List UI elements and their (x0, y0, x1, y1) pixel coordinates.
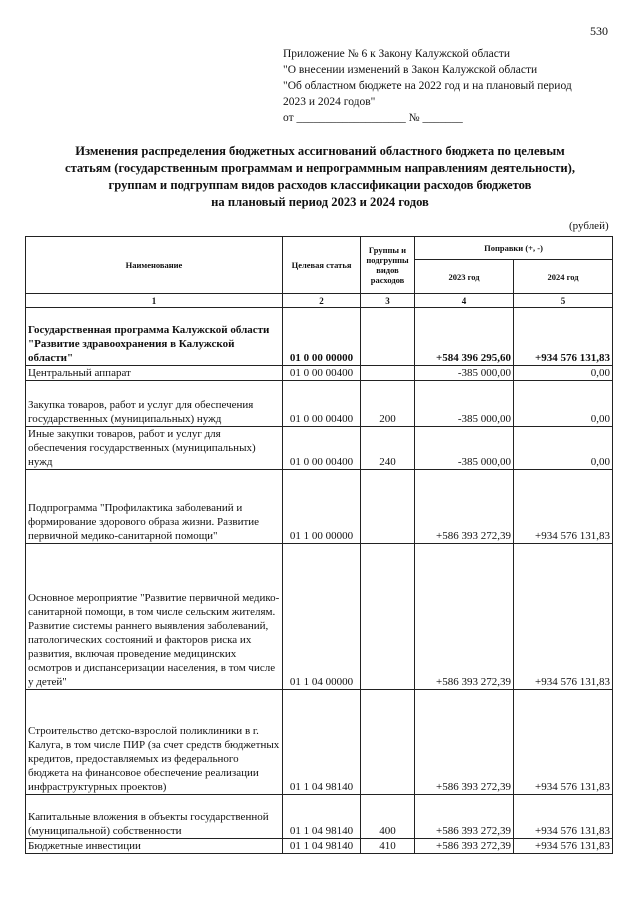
row-group: 200 (361, 381, 415, 427)
column-number: 5 (514, 294, 613, 308)
row-target: 01 0 00 00400 (283, 427, 361, 470)
column-number: 4 (415, 294, 514, 308)
row-2023: +586 393 272,39 (415, 690, 514, 795)
page-number: 530 (590, 24, 608, 38)
row-2024: +934 576 131,83 (514, 839, 613, 854)
row-2024: 0,00 (514, 427, 613, 470)
table-row (26, 544, 613, 690)
appendix-line: Приложение № 6 к Закону Калужской области (283, 48, 511, 60)
title-line: группам и подгруппам видов расходов классификации расходов бюджетов (108, 178, 532, 192)
budget-table (25, 236, 613, 854)
row-target: 01 1 04 98140 (283, 839, 361, 854)
row-2024: 0,00 (514, 366, 613, 381)
row-2023: -385 000,00 (415, 366, 514, 381)
row-name: Подпрограмма "Профилактика заболеваний и формирование здорового образа жизни. Развитие первичной медико-санитарной помощи" (26, 470, 283, 544)
row-2023: +586 393 272,39 (415, 795, 514, 839)
row-name: Центральный аппарат (26, 366, 283, 381)
row-target: 01 0 00 00000 (283, 308, 361, 366)
column-number: 1 (26, 294, 283, 308)
table-row (26, 839, 613, 854)
row-target: 01 1 04 98140 (283, 795, 361, 839)
appendix-line: "О внесении изменений в Закон Калужской области (283, 64, 538, 76)
header-year-2023: 2023 год (415, 260, 514, 294)
row-name: Бюджетные инвестиции (26, 839, 283, 854)
row-group (361, 470, 415, 544)
table-row (26, 366, 613, 381)
header-group: Группы и подгруппы видов расходов (361, 237, 415, 294)
row-group (361, 690, 415, 795)
table-row (26, 427, 613, 470)
row-2023: -385 000,00 (415, 427, 514, 470)
row-2023: -385 000,00 (415, 381, 514, 427)
document-title (30, 143, 610, 211)
row-2024: +934 576 131,83 (514, 308, 613, 366)
row-2023: +586 393 272,39 (415, 470, 514, 544)
appendix-line: "Об областном бюджете на 2022 год и на плановый период (283, 80, 572, 92)
row-group: 410 (361, 839, 415, 854)
row-target: 01 1 00 00000 (283, 470, 361, 544)
header-target: Целевая статья (283, 237, 361, 294)
row-name: Капитальные вложения в объекты государственной (муниципальной) собственности (26, 795, 283, 839)
row-2023: +586 393 272,39 (415, 839, 514, 854)
table-row (26, 308, 613, 366)
header-year-2024: 2024 год (514, 260, 613, 294)
appendix-header (283, 46, 572, 126)
row-name: Закупка товаров, работ и услуг для обеспечения государственных (муниципальных) нужд (26, 381, 283, 427)
header-amendments: Поправки (+, -) (415, 237, 613, 260)
header-name: Наименование (26, 237, 283, 294)
row-name: Строительство детско-взрослой поликлиники в г. Калуга, в том числе ПИР (за счет средств бюджетных кредитов, предоставляемых из федерального бюджета на финансовое обеспечение реализации инфраструктурных проектов) (26, 690, 283, 795)
table-row (26, 381, 613, 427)
title-line: статьям (государственным программам и непрограммным направлениям деятельности), (65, 161, 575, 175)
row-name: Основное мероприятие "Развитие первичной медико-санитарной помощи, в том числе сельским жителям. Развитие системы раннего выявления заболеваний, патологических состояний и факторов риска их развития, включая проведение медицинских осмотров и диспансеризации населения, в том числе у детей" (26, 544, 283, 690)
row-name: Государственная программа Калужской области "Развитие здравоохранения в Калужской области" (26, 308, 283, 366)
column-number: 3 (361, 294, 415, 308)
row-target: 01 0 00 00400 (283, 366, 361, 381)
appendix-line: от ___________________ № _______ (283, 112, 463, 124)
unit-label: (рублей) (569, 220, 609, 232)
row-2024: 0,00 (514, 381, 613, 427)
row-group (361, 366, 415, 381)
row-2023: +586 393 272,39 (415, 544, 514, 690)
row-target: 01 1 04 00000 (283, 544, 361, 690)
column-number: 2 (283, 294, 361, 308)
row-2024: +934 576 131,83 (514, 795, 613, 839)
row-2024: +934 576 131,83 (514, 690, 613, 795)
row-target: 01 1 04 98140 (283, 690, 361, 795)
appendix-line: 2023 и 2024 годов" (283, 96, 376, 108)
row-2024: +934 576 131,83 (514, 544, 613, 690)
row-2024: +934 576 131,83 (514, 470, 613, 544)
row-2023: +584 396 295,60 (415, 308, 514, 366)
row-group: 240 (361, 427, 415, 470)
title-line: на плановый период 2023 и 2024 годов (211, 195, 429, 209)
row-group (361, 544, 415, 690)
table-row (26, 795, 613, 839)
row-group: 400 (361, 795, 415, 839)
row-name: Иные закупки товаров, работ и услуг для обеспечения государственных (муниципальных) нужд (26, 427, 283, 470)
title-line: Изменения распределения бюджетных ассигнований областного бюджета по целевым (75, 144, 565, 158)
row-target: 01 0 00 00400 (283, 381, 361, 427)
table-row (26, 690, 613, 795)
table-row (26, 470, 613, 544)
row-group (361, 308, 415, 366)
